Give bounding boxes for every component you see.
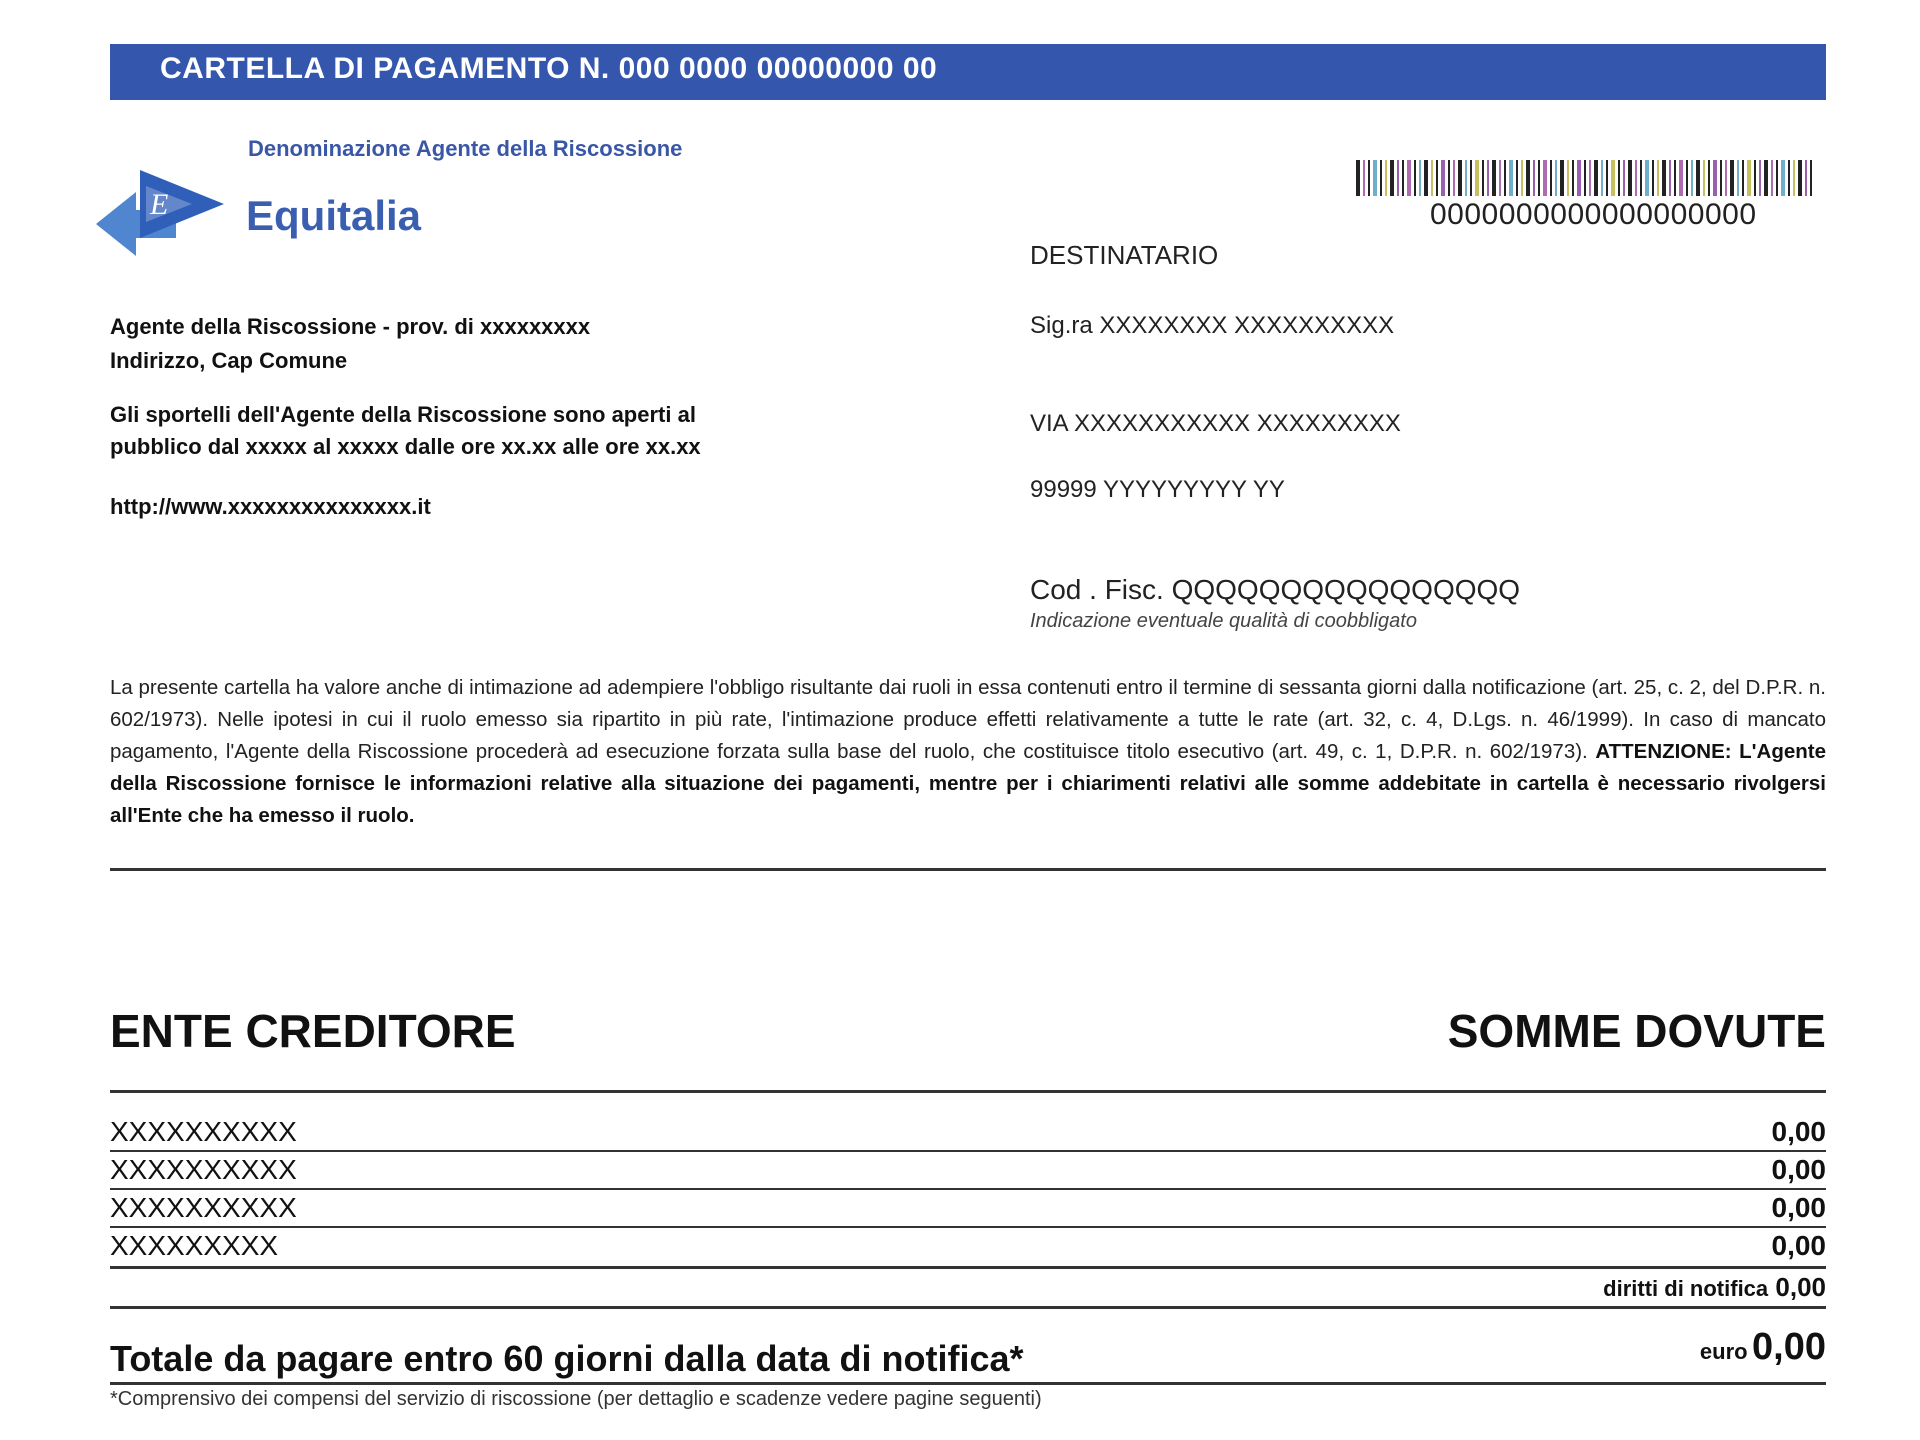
- creditor-name: XXXXXXXXXX: [110, 1154, 297, 1185]
- creditor-title: ENTE CREDITORE: [110, 1005, 516, 1057]
- tax-code-note: Indicazione eventuale qualità di coobbligato: [1030, 610, 1417, 632]
- total-currency: euro: [1699, 1339, 1748, 1364]
- notice-divider: [110, 868, 1826, 871]
- office-website[interactable]: http://www.xxxxxxxxxxxxxxx.it: [110, 494, 431, 519]
- recipient-name: Sig.ra XXXXXXXX XXXXXXXXXX: [1030, 312, 1395, 339]
- barcode: [1356, 160, 1816, 196]
- amounts-title: SOMME DOVUTE: [1447, 1005, 1826, 1057]
- total-value: 0,00: [1752, 1326, 1826, 1368]
- total-amount: [1700, 1326, 1826, 1369]
- agent-denomination: Denominazione Agente della Riscossione: [248, 136, 683, 161]
- notice-text: La presente cartella ha valore anche di intimazione ad adempiere l'obbligo risultante dai ruoli in essa contenuti entro il termine di sessanta giorni dalla notificazione (art. 25, c. 2, del D.P.R. n. 602/1973). Nelle ipotesi in cui il ruolo emesso sia ripartito in più rate, l'intimazione produce effetti relativamente a tutte le rate (art. 32, c. 4, D.Lgs. n. 46/1999). In caso di mancato pagamento, l'Agente della Riscossione procederà ad esecuzione forzata sulla base del ruolo, che costituisce titolo esecutivo (art. 49, c. 1, D.P.R. n. 602/1973).: [110, 676, 1826, 763]
- total-underline: [110, 1382, 1826, 1385]
- notice-paragraph: [110, 672, 1826, 832]
- recipient-city: 99999 YYYYYYYYY YY: [1030, 476, 1285, 503]
- recipient-tax-code: Cod . Fisc. QQQQQQQQQQQQQQQQ: [1030, 574, 1521, 605]
- table-row: [110, 1112, 1826, 1150]
- creditor-name: XXXXXXXXX: [110, 1230, 279, 1261]
- office-hours-2: pubblico dal xxxxx al xxxxx dalle ore xx.xx alle ore xx.xx: [110, 434, 701, 459]
- table-row: [110, 1226, 1826, 1264]
- office-line-1: Agente della Riscossione - prov. di xxxxxxxxx: [110, 314, 591, 339]
- fees-label: diritti di notifica: [1603, 1276, 1769, 1301]
- amount-due: 0,00: [1771, 1192, 1826, 1223]
- notice-warning: ATTENZIONE: L'Agente della Riscossione fornisce le informazioni relative alla situazione dei pagamenti, mentre per i chiarimenti relativi alle somme addebitate in cartella è necessario rivolgersi all'Ente che ha emesso il ruolo.: [110, 740, 1827, 827]
- recipient-label: DESTINATARIO: [1030, 240, 1219, 270]
- notification-fees: [1603, 1272, 1826, 1303]
- fees-divider: [110, 1306, 1826, 1309]
- row-divider: [110, 1266, 1826, 1269]
- barcode-number: 0000000000000000000: [1430, 198, 1757, 231]
- office-line-2: Indirizzo, Cap Comune: [110, 348, 348, 373]
- total-label: Totale da pagare entro 60 giorni dalla data di notifica*: [110, 1338, 1024, 1379]
- document-title: CARTELLA DI PAGAMENTO N. 000 0000 00000000 00: [160, 52, 938, 85]
- table-top-rule: [110, 1090, 1826, 1093]
- equitalia-logo-icon: [96, 164, 226, 260]
- table-row: [110, 1188, 1826, 1226]
- creditor-name: XXXXXXXXXX: [110, 1116, 297, 1147]
- table-row: [110, 1150, 1826, 1188]
- creditor-name: XXXXXXXXXX: [110, 1192, 297, 1223]
- amount-due: 0,00: [1771, 1116, 1826, 1147]
- svg-text:E: E: [150, 188, 169, 221]
- fees-amount: 0,00: [1775, 1272, 1826, 1302]
- recipient-address: VIA XXXXXXXXXXX XXXXXXXXX: [1030, 410, 1401, 437]
- amount-due: 0,00: [1771, 1230, 1826, 1261]
- amount-due: 0,00: [1771, 1154, 1826, 1185]
- total-footnote: *Comprensivo dei compensi del servizio di riscossione (per dettaglio e scadenze vedere pagine seguenti): [110, 1388, 1042, 1410]
- logo-text: Equitalia: [246, 192, 422, 239]
- office-hours-1: Gli sportelli dell'Agente della Riscossione sono aperti al: [110, 402, 696, 427]
